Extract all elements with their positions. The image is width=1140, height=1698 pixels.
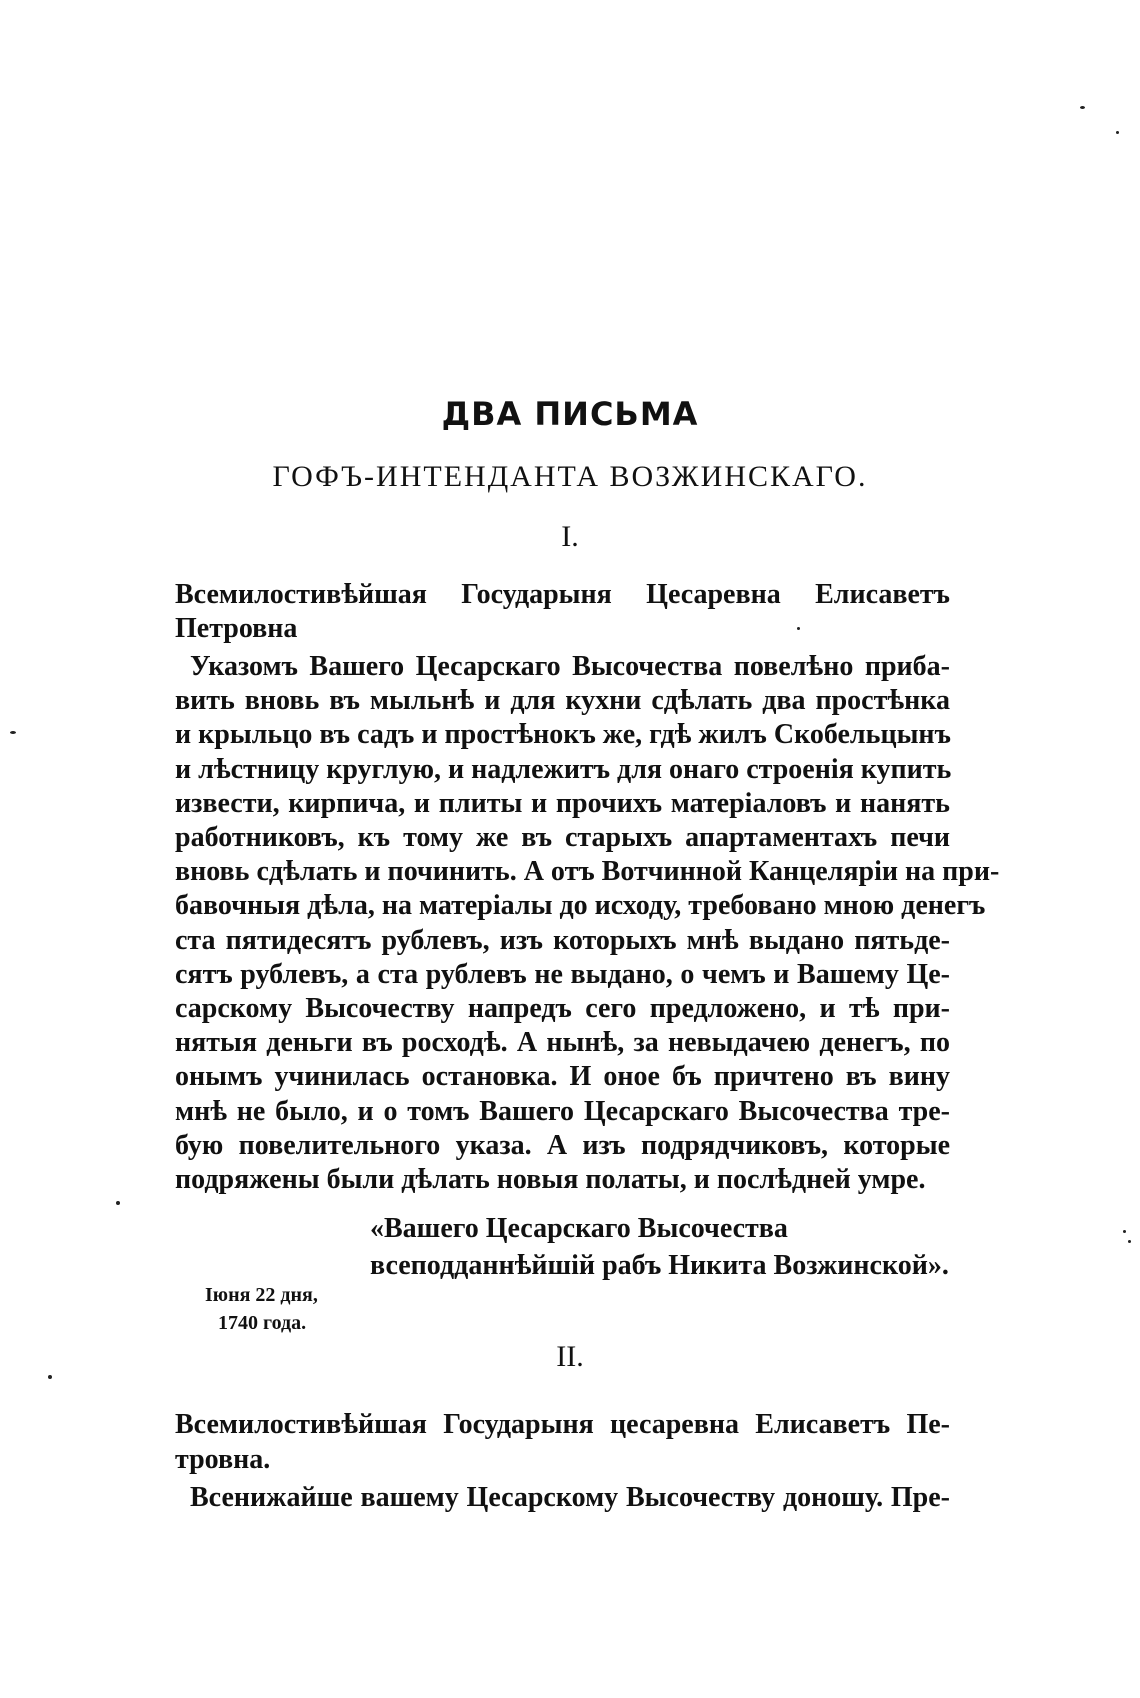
- letter-2-body-line-1: Всенижайше вашему Цесарскому Высочеству доношу. Пре-: [190, 1482, 950, 1513]
- scan-speck: [1116, 131, 1119, 134]
- letter-1-body-line: и лѣстницу круглую, и надлежитъ для онаго строенія купить: [175, 754, 952, 785]
- letter-1-body-line: онымъ учинилась остановка. И оное бъ причтено въ вину: [175, 1061, 950, 1092]
- scan-speck: [48, 1375, 52, 1379]
- letter-1-numeral: I.: [561, 520, 579, 553]
- letter-1-body-line: мнѣ не было, и о томъ Вашего Цесарскаго Высочества тре-: [175, 1096, 950, 1127]
- letter-1-body-line: вить вновь въ мыльнѣ и для кухни сдѣлать два простѣнка: [175, 685, 950, 716]
- letter-1-salutation-line-1: Всемилостивѣйшая Государыня Цесаревна Елисаветъ: [175, 579, 950, 610]
- letter-2-salutation-line-2: тровна.: [175, 1444, 271, 1475]
- scan-speck: [1080, 106, 1085, 109]
- letter-1-body-line: вновь сдѣлать и починить. А отъ Вотчинной Канцеляріи на при-: [175, 856, 1000, 887]
- letter-1-body-line: и крыльцо въ садъ и простѣнокъ же, гдѣ жилъ Скобельцынъ: [175, 719, 951, 750]
- letter-2-numeral: II.: [556, 1340, 584, 1373]
- letter-1-body-line: Указомъ Вашего Цесарскаго Высочества повелѣно приба-: [190, 651, 950, 682]
- letter-1-date-line-1: Іюня 22 дня,: [205, 1284, 318, 1306]
- letter-1-body-line: сятъ рублевъ, а ста рублевъ не выдано, о чемъ и Вашему Це-: [175, 959, 950, 990]
- document-title: ДВА ПИСЬМА: [441, 395, 699, 433]
- letter-1-body-line: подряжены были дѣлать новыя полаты, и послѣдней умре.: [175, 1164, 926, 1195]
- letter-1-body-line: работниковъ, къ тому же въ старыхъ апартаментахъ печи: [175, 822, 950, 853]
- letter-1-salutation-line-2: Петровна: [175, 613, 298, 644]
- letter-1-body-line: нятыя деньги въ росходѣ. А нынѣ, за невыдачею денегъ, по: [175, 1027, 950, 1058]
- letter-1-signature-line-2: всеподданнѣйшій рабъ Никита Возжинской».: [370, 1250, 949, 1281]
- document-subtitle: ГОФЪ-ИНТЕНДАНТА ВОЗЖИНСКАГО.: [272, 460, 868, 493]
- letter-1-date-line-2: 1740 года.: [218, 1312, 307, 1334]
- scan-speck: [116, 1201, 120, 1205]
- letter-1-body-line: бую повелительного указа. А изъ подрядчиковъ, которые: [175, 1130, 950, 1161]
- scan-speck: [1123, 1230, 1126, 1233]
- scan-speck: [1128, 1240, 1131, 1243]
- letter-2-salutation-line-1: Всемилостивѣйшая Государыня цесаревна Елисаветъ Пе-: [175, 1409, 950, 1440]
- letter-1-body-line: сарскому Высочеству напредъ сего предложено, и тѣ при-: [175, 993, 950, 1024]
- letter-1-body-line: извести, кирпича, и плиты и прочихъ матеріаловъ и нанять: [175, 788, 950, 819]
- letter-1-body-line: бавочныя дѣла, на матеріалы до исходу, требовано мною денегъ: [175, 890, 986, 921]
- letter-1-body-line: ста пятидесятъ рублевъ, изъ которыхъ мнѣ выдано пятьде-: [175, 925, 950, 956]
- letter-1-signature-line-1: «Вашего Цесарскаго Высочества: [370, 1213, 788, 1244]
- scan-speck: [797, 627, 800, 630]
- scan-speck: [10, 731, 16, 734]
